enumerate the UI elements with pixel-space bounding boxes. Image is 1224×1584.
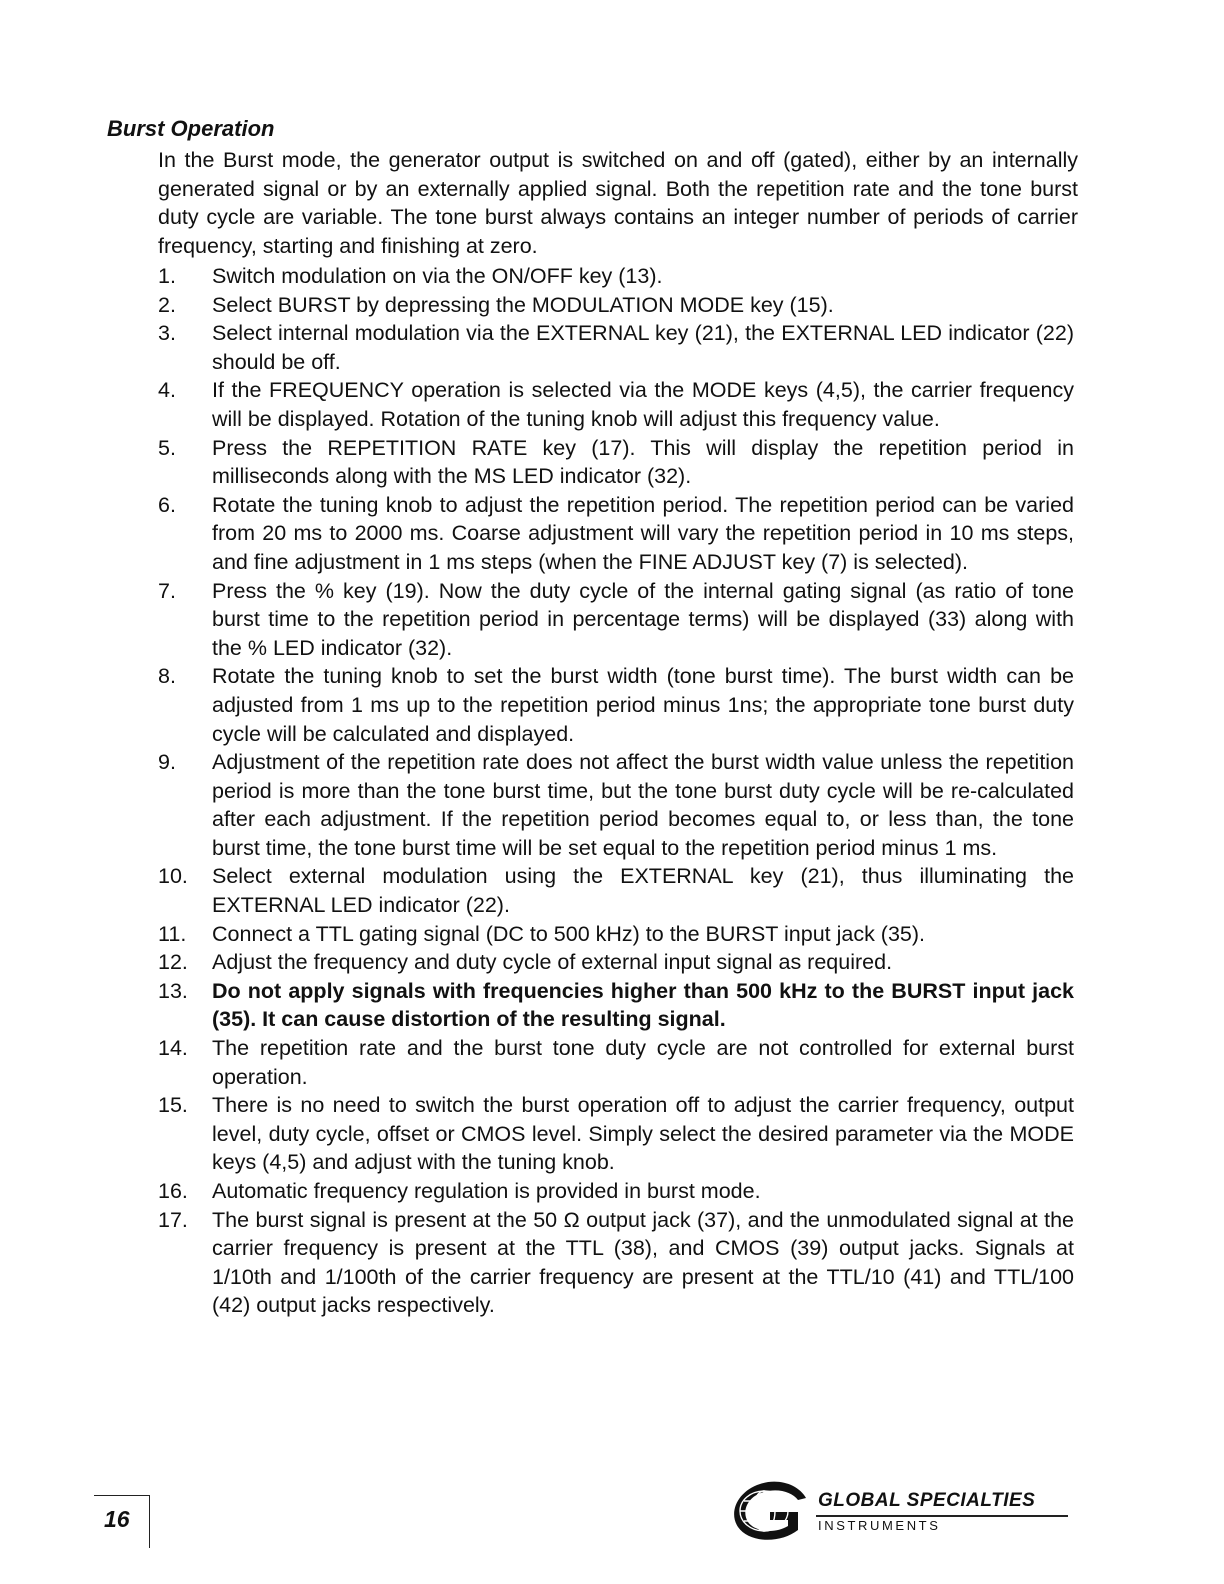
step-number: 1. (158, 264, 176, 288)
warning-step-item (158, 977, 1074, 1034)
step-text: Select external modulation using the EXTERNAL key (21), thus illuminating the EXTERNAL LED indicator (22). (212, 864, 1074, 918)
brand-logo (720, 1480, 1080, 1540)
step-number: 17. (158, 1207, 188, 1232)
step-item (158, 1206, 1074, 1320)
step-item (158, 319, 1074, 376)
logo-subtitle: INSTRUMENTS (818, 1518, 941, 1533)
step-number: 8. (158, 664, 176, 689)
page-number: 16 (104, 1506, 130, 1532)
step-text: Automatic frequency regulation is provided in burst mode. (212, 1179, 761, 1203)
steps-list (158, 262, 1074, 1320)
step-text: The burst signal is present at the 50 Ω output jack (37), and the unmodulated signal at the carrier frequency is present at the TTL (38), and CMOS (39) output jacks. Signals at 1/10th and 1/100th of the carrier frequency are present at the TTL/10 (41) and TTL/100 (42) output jacks respectively. (212, 1207, 1074, 1318)
step-number: 2. (158, 292, 176, 317)
step-number: 6. (158, 492, 176, 517)
step-number: 9. (158, 750, 176, 775)
step-number: 13. (158, 978, 188, 1003)
step-text: There is no need to switch the burst operation off to adjust the carrier frequency, output level, duty cycle, offset or CMOS level. Simply select the desired parameter via the MODE keys (4,5) and adjust with the tuning knob. (212, 1093, 1074, 1175)
step-number: 10. (158, 864, 188, 889)
intro-paragraph: In the Burst mode, the generator output is switched on and off (gated), either by an internally generated signal or by an externally applied signal. Both the repetition rate and the tone burst duty cycle are variable. The tone burst always contains an integer number of periods of carrier frequency, starting and finishing at zero. (158, 148, 1078, 258)
step-item (158, 262, 1074, 291)
step-item (158, 748, 1074, 862)
step-text: Connect a TTL gating signal (DC to 500 kHz) to the BURST input jack (35). (212, 921, 926, 946)
step-number: 12. (158, 950, 188, 975)
step-item (158, 491, 1074, 577)
step-item (158, 291, 1074, 320)
step-item (158, 577, 1074, 663)
step-text: Switch modulation on via the ON/OFF key (13). (212, 264, 663, 288)
step-number: 7. (158, 578, 176, 603)
step-text: Press the % key (19). Now the duty cycle of the internal gating signal (as ratio of tone burst time to the repetition period in percentage terms) will be displayed (33) along with the % LED indicator (32). (212, 578, 1074, 660)
step-text: Rotate the tuning knob to adjust the repetition period. The repetition period can be varied from 20 ms to 2000 ms. Coarse adjustment will vary the repetition period in 10 ms steps, and fine adjustment in 1 ms steps (when the FINE ADJUST key (7) is selected). (212, 492, 1074, 574)
step-number: 14. (158, 1036, 188, 1061)
logo-divider (816, 1515, 1068, 1517)
step-text: Adjust the frequency and duty cycle of external input signal as required. (212, 950, 893, 975)
step-number: 5. (158, 435, 176, 460)
logo-brand-name: GLOBAL SPECIALTIES (818, 1490, 1036, 1511)
step-item (158, 1034, 1074, 1091)
step-number: 16. (158, 1179, 188, 1203)
warning-text: Do not apply signals with frequencies higher than 500 kHz to the BURST input jack (35). It can cause distortion of the resulting signal. (212, 978, 1074, 1032)
step-item (158, 662, 1074, 748)
step-item (158, 862, 1074, 919)
step-number: 11. (158, 921, 187, 946)
step-item (158, 1091, 1074, 1177)
step-number: 3. (158, 321, 176, 346)
step-item (158, 920, 1074, 949)
step-text: Rotate the tuning knob to set the burst width (tone burst time). The burst width can be adjusted from 1 ms up to the repetition period minus 1ns; the appropriate tone burst duty cycle will be calculated and displayed. (212, 664, 1074, 746)
step-number: 4. (158, 378, 176, 403)
step-text: Select BURST by depressing the MODULATION MODE key (15). (212, 292, 834, 317)
step-text: Adjustment of the repetition rate does not affect the burst width value unless the repetition period is more than the tone burst time, but the tone burst duty cycle will be re-calculated after each adjustment. If the repetition period becomes equal to, or less than, the tone burst time, the tone burst time will be set equal to the repetition period minus 1 ms. (212, 750, 1074, 860)
step-text: Select internal modulation via the EXTERNAL key (21), the EXTERNAL LED indicator (22) should be off. (212, 321, 1074, 374)
step-item (158, 434, 1074, 491)
globe-g-logo-icon (720, 1480, 812, 1540)
step-text: Press the REPETITION RATE key (17). This will display the repetition period in milliseconds along with the MS LED indicator (32). (212, 435, 1074, 489)
step-text: If the FREQUENCY operation is selected via the MODE keys (4,5), the carrier frequency will be displayed. Rotation of the tuning knob will adjust this frequency value. (212, 378, 1074, 431)
step-item (158, 376, 1074, 433)
step-item (158, 948, 1074, 977)
step-text: The repetition rate and the burst tone duty cycle are not controlled for external burst operation. (212, 1036, 1074, 1089)
step-number: 15. (158, 1093, 188, 1118)
step-item (158, 1177, 1074, 1206)
section-title: Burst Operation (107, 116, 275, 141)
